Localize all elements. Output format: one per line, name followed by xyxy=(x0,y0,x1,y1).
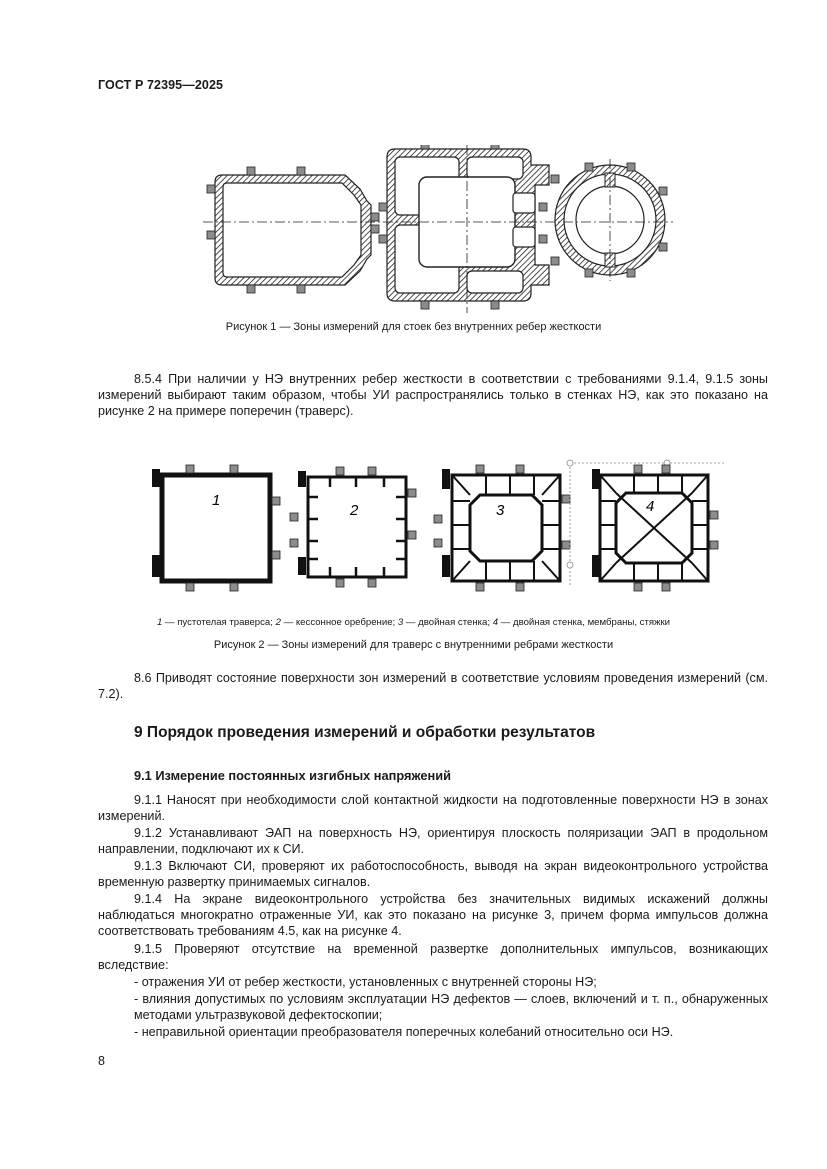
figure-2-legend xyxy=(0,617,827,628)
section-1-label: 1 xyxy=(212,492,221,509)
section-3-double-wall xyxy=(434,465,570,591)
subsection-9-1-heading: 9.1 Измерение постоянных изгибных напряжений xyxy=(134,768,451,783)
paragraph-9-1-3: 9.1.3 Включают СИ, проверяют их работоспособность, выводя на экран видеоконтрольного устройства временную развертку принимаемых сигналов. xyxy=(98,859,768,890)
list-item: - отражения УИ от ребер жесткости, установленных с внутренней стороны НЭ; xyxy=(134,975,597,989)
document-code-header: ГОСТ Р 72395—2025 xyxy=(98,78,224,92)
legend-text-4: — двойная стенка, мембраны, стяжки xyxy=(498,617,671,628)
legend-num-3: 3 xyxy=(397,617,404,628)
figure-2-caption: Рисунок 2 — Зоны измерений для траверс с внутренними ребрами жесткости xyxy=(213,639,614,651)
figure-2-drawing xyxy=(140,455,730,595)
list-item: - неправильной ориентации преобразователя поперечных колебаний относительно оси НЭ. xyxy=(134,1025,674,1039)
section-1-hollow-crossarm xyxy=(152,465,280,591)
list-item: - влияния допустимых по условиям эксплуатации НЭ дефектов — слоев, включений и т. п., обнаруженных методами ультразвуковой дефектоскопии; xyxy=(134,992,768,1023)
legend-text-2: — кессонное оребрение; xyxy=(280,617,398,628)
paragraph-8-5-4: 8.5.4 При наличии у НЭ внутренних ребер жесткости в соответствии с требованиями 9.1.4, 9.1.5 зоны измерений выбирают таким образом, чтобы УИ распространялись только в стенках НЭ, как это показано на рисунке 2 на примере поперечин (траверс). xyxy=(98,372,768,419)
paragraph-9-1-5: 9.1.5 Проверяют отсутствие на временной развертке дополнительных импульсов, возникающих вследствие: xyxy=(98,942,768,973)
section-2-label: 2 xyxy=(350,502,359,519)
paragraph-9-1-1: 9.1.1 Наносят при необходимости слой контактной жидкости на подготовленные поверхности НЭ в зонах измерений. xyxy=(98,793,768,824)
legend-text-3: — двойная стенка; xyxy=(403,617,493,628)
paragraph-9-1-2: 9.1.2 Устанавливают ЭАП на поверхность НЭ, ориентируя плоскость поляризации ЭАП в продольном направлении, подключают их к СИ. xyxy=(98,826,768,857)
legend-num-1: 1 xyxy=(156,617,163,628)
legend-num-2: 2 xyxy=(275,617,281,628)
page-number: 8 xyxy=(98,1054,105,1068)
legend-text-1: — пустотелая траверса; xyxy=(162,617,276,628)
paragraph-9-1-4: 9.1.4 На экране видеоконтрольного устройства без значительных видимых искажений должны наблюдаться многократно отраженные УИ, как это показано на рисунке 3, причем форма импульсов должна соответствовать требованиям 4.5, как на рисунке 4. xyxy=(98,892,768,939)
figure-1-caption: Рисунок 1 — Зоны измерений для стоек без внутренних ребер жесткости xyxy=(225,321,602,333)
paragraph-8-6: 8.6 Приводят состояние поверхности зон измерений в соответствие условиям проведения измерений (см. 7.2). xyxy=(98,671,768,702)
section-9-heading: 9 Порядок проведения измерений и обработки результатов xyxy=(134,724,596,741)
section-4-double-wall-membranes xyxy=(592,465,718,591)
section-2-caisson-ribbing xyxy=(290,467,416,587)
legend-num-4: 4 xyxy=(492,617,499,628)
section-4-label: 4 xyxy=(646,498,655,515)
figure-1-drawing xyxy=(195,145,675,315)
section-3-label: 3 xyxy=(496,502,505,519)
